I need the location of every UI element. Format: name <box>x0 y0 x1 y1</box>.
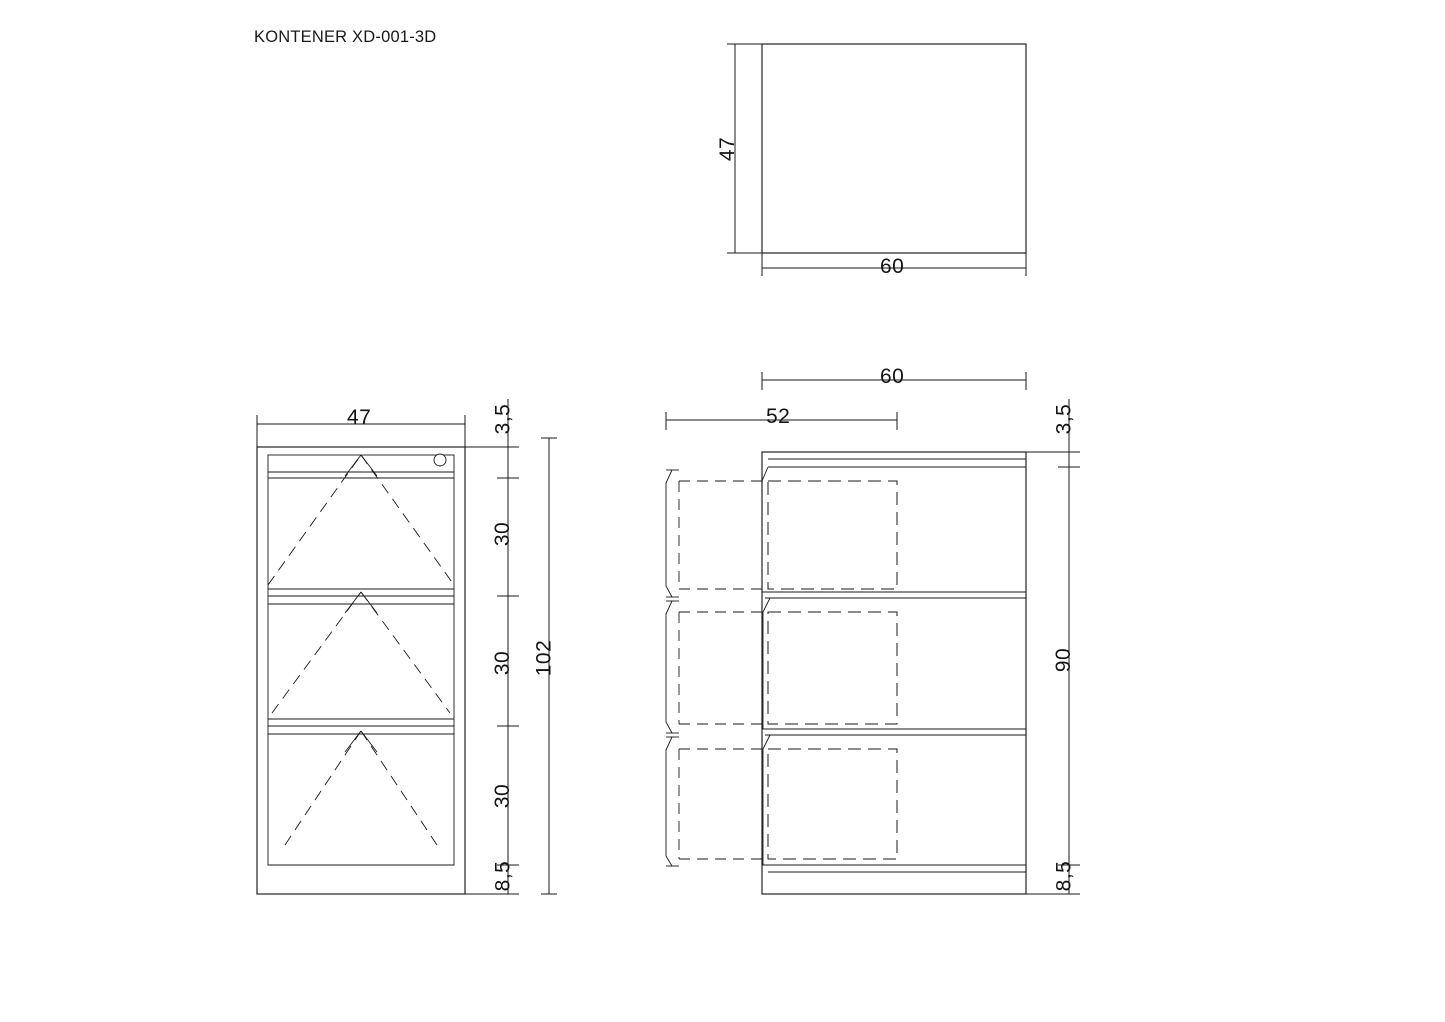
dim-front-drawer-3: 30 <box>491 783 515 809</box>
dim-side-top-panel: 3,5 <box>1052 403 1076 435</box>
top-view-group <box>727 44 1026 276</box>
dim-front-drawer-2: 30 <box>491 650 515 676</box>
dim-front-top-panel: 3,5 <box>491 403 515 435</box>
front-view-group <box>257 399 557 894</box>
dim-front-total-height: 102 <box>532 639 556 677</box>
dim-front-drawer-1: 30 <box>491 521 515 547</box>
side-view-group <box>666 372 1080 894</box>
drawing-title: KONTENER XD-001-3D <box>254 28 437 46</box>
dim-front-base: 8,5 <box>491 860 515 892</box>
dim-side-base: 8,5 <box>1052 860 1076 892</box>
dim-side-depth-total: 60 <box>880 365 905 388</box>
dim-side-drawer-block: 90 <box>1052 647 1076 673</box>
dim-side-drawer-depth: 52 <box>766 405 791 428</box>
dim-top-width: 60 <box>880 255 905 278</box>
dim-front-width: 47 <box>347 406 372 429</box>
dim-top-height: 47 <box>716 136 740 162</box>
